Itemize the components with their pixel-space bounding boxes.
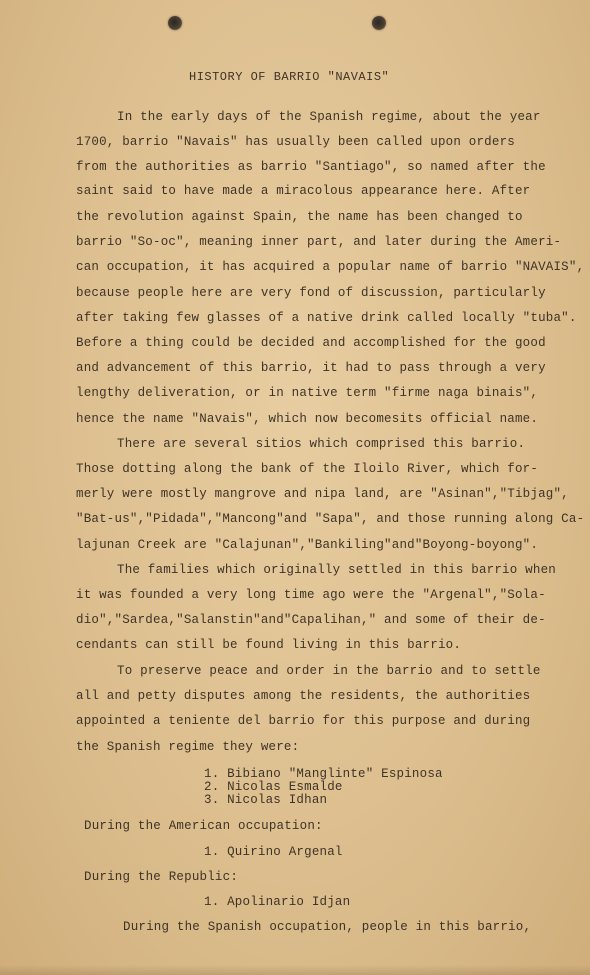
text-line: because people here are very fond of discussion, particularly: [76, 286, 546, 300]
text-line: hence the name "Navais", which now becomesits official name.: [76, 412, 539, 426]
text-line: barrio "So-oc", meaning inner part, and later during the Ameri-: [76, 235, 562, 249]
text-line: In the early days of the Spanish regime, about the year: [117, 110, 541, 124]
text-line: dio","Sardea,"Salanstin"and"Capalihan," and some of their de-: [76, 613, 546, 627]
list-item: 1. Bibiano "Manglinte" Espinosa: [204, 767, 443, 781]
text-line: The families which originally settled in this barrio when: [117, 563, 556, 577]
text-line: Before a thing could be decided and accomplished for the good: [76, 336, 546, 350]
text-line: saint said to have made a miracolous appearance here. After: [76, 184, 531, 198]
text-line: and advancement of this barrio, it had to pass through a very: [76, 361, 546, 375]
text-line: all and petty disputes among the residents, the authorities: [76, 689, 531, 703]
list-item: 2. Nicolas Esmalde: [204, 780, 343, 794]
text-line: merly were mostly mangrove and nipa land, are "Asinan","Tibjag",: [76, 487, 569, 501]
document-title: HISTORY OF BARRIO "NAVAIS": [189, 70, 390, 84]
text-line: it was founded a very long time ago were the "Argenal","Sola-: [76, 588, 546, 602]
text-line: During the American occupation:: [84, 819, 323, 833]
text-line: the Spanish regime they were:: [76, 740, 300, 754]
text-line: Those dotting along the bank of the Iloilo River, which for-: [76, 462, 539, 476]
text-line: lajunan Creek are "Calajunan","Bankiling"and"Boyong-boyong".: [76, 538, 539, 552]
text-line: from the authorities as barrio "Santiago", so named after the: [76, 160, 546, 174]
punch-hole-left: [168, 16, 182, 30]
text-line: after taking few glasses of a native drink called locally "tuba".: [76, 311, 577, 325]
text-line: appointed a teniente del barrio for this purpose and during: [76, 714, 531, 728]
text-line: cendants can still be found living in this barrio.: [76, 638, 462, 652]
punch-hole-right: [372, 16, 386, 30]
list-item: 1. Quirino Argenal: [204, 845, 343, 859]
text-line: During the Republic:: [84, 870, 239, 884]
list-item: 3. Nicolas Idhan: [204, 793, 328, 807]
text-line: can occupation, it has acquired a popular name of barrio "NAVAIS",: [76, 260, 585, 274]
page-bottom-edge: [0, 965, 590, 975]
text-line: During the Spanish occupation, people in this barrio,: [123, 920, 532, 934]
text-line: 1700, barrio "Navais" has usually been called upon orders: [76, 135, 515, 149]
text-line: To preserve peace and order in the barrio and to settle: [117, 664, 541, 678]
text-line: the revolution against Spain, the name has been changed to: [76, 210, 523, 224]
list-item: 1. Apolinario Idjan: [204, 895, 351, 909]
text-line: There are several sitios which comprised this barrio.: [117, 437, 526, 451]
text-line: lengthy deliveration, or in native term "firme naga binais",: [76, 386, 539, 400]
text-line: "Bat-us","Pidada","Mancong"and "Sapa", and those running along Ca-: [76, 512, 585, 526]
